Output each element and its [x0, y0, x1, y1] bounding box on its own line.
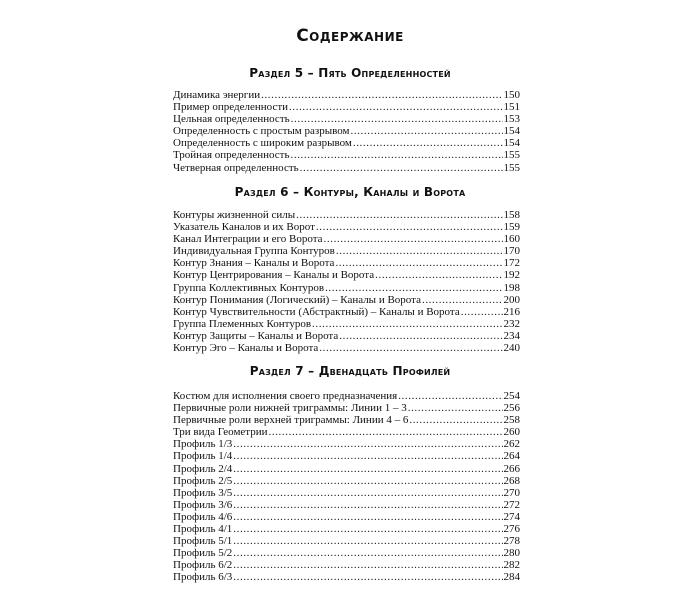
- toc-entry-page-number: 155: [503, 149, 520, 162]
- dot-leader: [233, 535, 502, 547]
- toc-entry: [173, 233, 520, 245]
- toc-entry: [173, 390, 520, 402]
- toc-entry: [173, 162, 520, 174]
- dot-leader: [422, 294, 503, 306]
- toc-entry-page-number: 278: [503, 535, 520, 548]
- toc-entry: [173, 282, 520, 294]
- toc-entry-page-number: 172: [503, 257, 520, 270]
- toc-entry: [173, 294, 520, 306]
- toc-entry-page-number: 158: [503, 209, 520, 221]
- toc-entry-page-number: 198: [503, 281, 520, 294]
- toc-entry: [173, 535, 520, 547]
- toc-entry-page-number: 266: [503, 462, 520, 475]
- toc-entry-title: Контуры жизненной силы: [173, 209, 296, 221]
- toc-entry-page-number: 154: [503, 125, 520, 138]
- toc-entry-page-number: 216: [503, 305, 520, 318]
- toc-entry-title: Контур Защиты – Каналы и Ворота: [173, 329, 339, 342]
- toc-entry-title: Указатель Каналов и их Ворот: [173, 221, 315, 234]
- toc-list-section-7: [173, 390, 520, 584]
- toc-entry-title: Группа Коллективных Контуров: [173, 281, 325, 294]
- toc-entry-page-number: 270: [503, 486, 520, 499]
- toc-entry-page-number: 272: [503, 498, 520, 511]
- toc-entry-title: Индивидуальная Группа Контуров: [173, 245, 335, 258]
- dot-leader: [336, 245, 503, 257]
- dot-leader: [233, 450, 502, 462]
- toc-entry: [173, 221, 520, 233]
- toc-entry-title: Пример определенности: [173, 101, 289, 114]
- toc-entry-title: Контур Понимания (Логический) – Каналы и Ворота: [173, 293, 421, 306]
- toc-entry-page-number: 282: [503, 559, 520, 572]
- toc-entry-page-number: 254: [503, 390, 520, 402]
- dot-leader: [261, 89, 502, 101]
- dot-leader: [335, 257, 502, 269]
- section-heading-7: Раздел 7 – Двенадцать Профилей: [249, 364, 451, 378]
- toc-entry-title: Профиль 6/3: [173, 571, 233, 584]
- toc-entry-page-number: 274: [503, 510, 520, 523]
- toc-entry-page-number: 264: [503, 450, 520, 463]
- dot-leader: [233, 463, 502, 475]
- dot-leader: [398, 390, 502, 402]
- toc-entry: [173, 499, 520, 511]
- toc-entry-title: Группа Племенных Контуров: [173, 317, 312, 330]
- toc-entry: [173, 475, 520, 487]
- dot-leader: [291, 149, 503, 161]
- toc-entry: [173, 342, 520, 354]
- toc-entry: [173, 101, 520, 113]
- dot-leader: [233, 547, 502, 559]
- toc-entry-page-number: 200: [503, 293, 520, 306]
- toc-entry: [173, 511, 520, 523]
- dot-leader: [291, 113, 503, 125]
- toc-entry-title: Профиль 3/6: [173, 498, 233, 511]
- toc-entry: [173, 523, 520, 535]
- toc-entry-page-number: 192: [503, 269, 520, 282]
- toc-entry-title: Профиль 4/6: [173, 510, 233, 523]
- dot-leader: [296, 209, 502, 221]
- toc-entry-title: Контур Центрирования – Каналы и Ворота: [173, 269, 375, 282]
- toc-entry-title: Четверная определенность: [173, 161, 299, 174]
- dot-leader: [312, 318, 502, 330]
- toc-entry: [173, 209, 520, 221]
- toc-entry-page-number: 276: [503, 523, 520, 536]
- dot-leader: [233, 571, 502, 583]
- dot-leader: [316, 221, 503, 233]
- dot-leader: [353, 137, 503, 149]
- toc-entry: [173, 402, 520, 414]
- toc-entry-page-number: 240: [503, 342, 520, 355]
- page-title: Содержание: [296, 26, 404, 46]
- toc-entry-page-number: 159: [503, 221, 520, 234]
- dot-leader: [289, 101, 502, 113]
- dot-leader: [233, 438, 502, 450]
- toc-entry-title: Контур Знания – Каналы и Ворота: [173, 257, 335, 270]
- section-heading-5: Раздел 5 – Пять Определенностей: [249, 66, 451, 80]
- toc-entry-title: Профиль 1/3: [173, 438, 233, 451]
- toc-entry-title: Профиль 6/2: [173, 559, 233, 572]
- toc-entry-title: Профиль 1/4: [173, 450, 233, 463]
- dot-leader: [233, 487, 502, 499]
- toc-entry: [173, 463, 520, 475]
- toc-entry-page-number: 234: [503, 329, 520, 342]
- toc-entry: [173, 559, 520, 571]
- toc-entry: [173, 257, 520, 269]
- toc-entry-page-number: 150: [503, 89, 520, 101]
- toc-entry-page-number: 153: [503, 113, 520, 126]
- toc-entry-title: Костюм для исполнения своего предназначения: [173, 390, 398, 402]
- dot-leader: [233, 475, 502, 487]
- toc-entry: [173, 438, 520, 450]
- toc-entry-page-number: 151: [503, 101, 520, 114]
- toc-entry-page-number: 155: [503, 161, 520, 174]
- toc-entry-title: Три вида Геометрии: [173, 426, 268, 439]
- dot-leader: [319, 342, 502, 354]
- toc-entry-page-number: 160: [503, 233, 520, 246]
- toc-entry: [173, 125, 520, 137]
- dot-leader: [339, 330, 502, 342]
- dot-leader: [233, 511, 502, 523]
- toc-entry-title: Профиль 4/1: [173, 523, 233, 536]
- toc-entry: [173, 487, 520, 499]
- toc-entry: [173, 306, 520, 318]
- dot-leader: [461, 306, 503, 318]
- toc-entry: [173, 547, 520, 559]
- toc-entry-title: Профиль 5/2: [173, 547, 233, 560]
- toc-entry-page-number: 268: [503, 474, 520, 487]
- toc-entry-page-number: 284: [503, 571, 520, 584]
- toc-entry: [173, 318, 520, 330]
- toc-entry-page-number: 170: [503, 245, 520, 258]
- toc-entry-title: Определенность с простым разрывом: [173, 125, 350, 138]
- toc-entry-title: Контур Чувствительности (Абстрактный) – Каналы и Ворота: [173, 305, 460, 318]
- toc-entry-title: Профиль 5/1: [173, 535, 233, 548]
- toc-list-section-6: [173, 209, 520, 354]
- toc-entry: [173, 571, 520, 583]
- dot-leader: [233, 499, 502, 511]
- toc-entry-title: Динамика энергии: [173, 89, 261, 101]
- dot-leader: [409, 414, 502, 426]
- dot-leader: [324, 233, 503, 245]
- toc-entry-title: Контур Эго – Каналы и Ворота: [173, 342, 319, 355]
- dot-leader: [233, 559, 502, 571]
- toc-entry-title: Тройная определенность: [173, 149, 290, 162]
- dot-leader: [300, 162, 503, 174]
- toc-entry-title: Первичные роли верхней триграммы: Линии 4 – 6: [173, 414, 409, 427]
- toc-entry: [173, 269, 520, 281]
- toc-entry-page-number: 262: [503, 438, 520, 451]
- toc-entry-title: Профиль 2/5: [173, 474, 233, 487]
- section-heading-6: Раздел 6 – Контуры, Каналы и Ворота: [234, 185, 466, 199]
- toc-entry-page-number: 280: [503, 547, 520, 560]
- toc-entry-title: Канал Интеграции и его Ворота: [173, 233, 323, 246]
- toc-entry: [173, 450, 520, 462]
- toc-entry-title: Цельная определенность: [173, 113, 290, 126]
- toc-entry: [173, 137, 520, 149]
- dot-leader: [269, 426, 503, 438]
- toc-entry-page-number: 154: [503, 137, 520, 150]
- toc-entry: [173, 89, 520, 101]
- toc-entry-title: Определенность с широким разрывом: [173, 137, 352, 150]
- toc-list-section-5: [173, 89, 520, 174]
- toc-entry-title: Первичные роли нижней триграммы: Линии 1 – 3: [173, 402, 407, 415]
- toc-entry-page-number: 232: [503, 317, 520, 330]
- toc-entry-page-number: 260: [503, 426, 520, 439]
- toc-entry: [173, 426, 520, 438]
- toc-entry: [173, 245, 520, 257]
- toc-entry: [173, 113, 520, 125]
- dot-leader: [233, 523, 502, 535]
- toc-entry-page-number: 258: [503, 414, 520, 427]
- dot-leader: [325, 282, 502, 294]
- dot-leader: [351, 125, 503, 137]
- toc-entry: [173, 330, 520, 342]
- toc-entry: [173, 149, 520, 161]
- dot-leader: [408, 402, 503, 414]
- toc-entry: [173, 414, 520, 426]
- toc-entry-page-number: 256: [503, 402, 520, 415]
- toc-entry-title: Профиль 3/5: [173, 486, 233, 499]
- toc-entry-title: Профиль 2/4: [173, 462, 233, 475]
- dot-leader: [375, 269, 502, 281]
